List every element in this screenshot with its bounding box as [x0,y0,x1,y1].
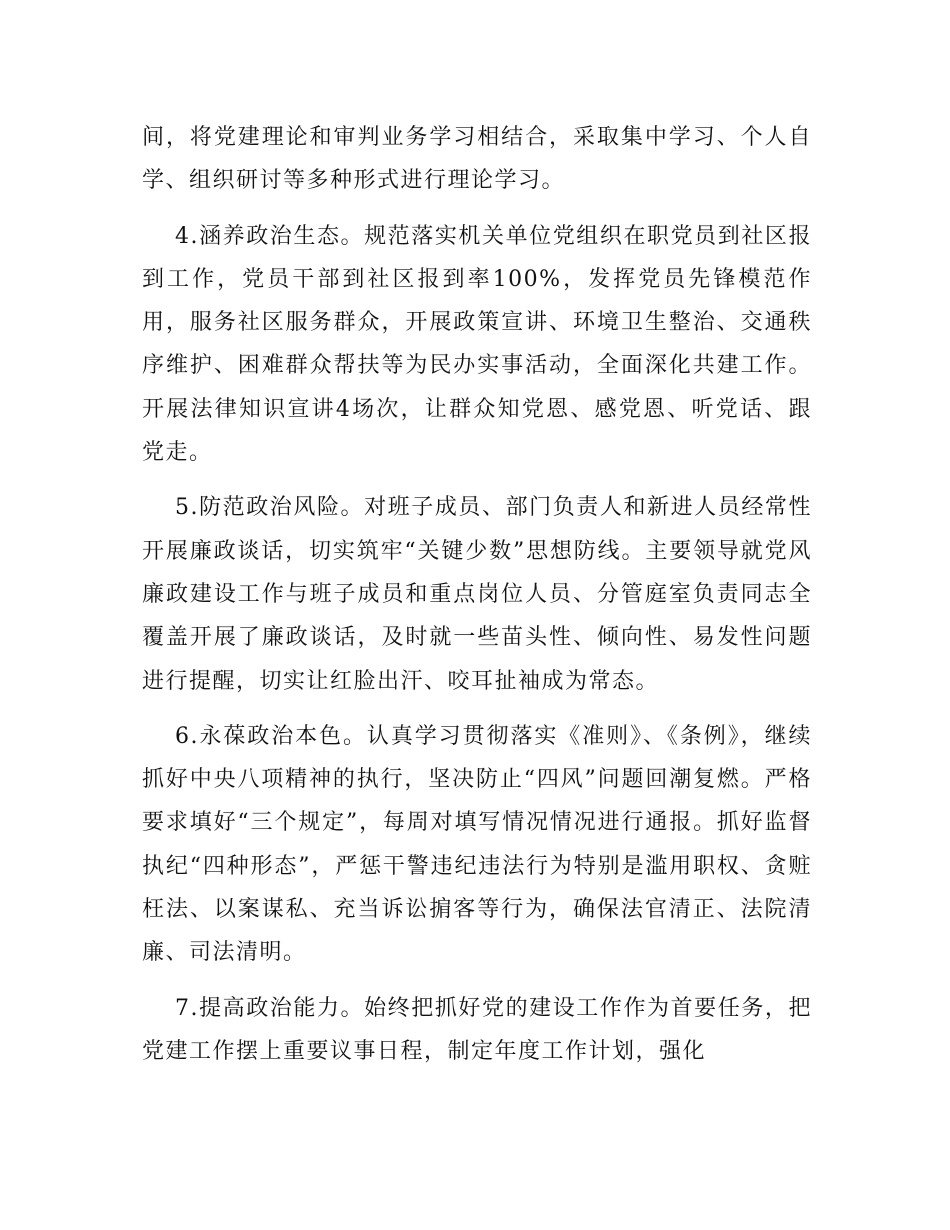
paragraph-continuation: 间，将党建理论和审判业务学习相结合，采取集中学习、个人自学、组织研讨等多种形式进行理论学习。 [142,125,812,194]
paragraph-item-7: 7.提高政治能力。始终把抓好党的建设工作作为首要任务，把党建工作摆上重要议事日程，制定年度工作计划，强化 [142,995,812,1064]
document-body [142,116,812,1085]
paragraph-item-4: 4.涵养政治生态。规范落实机关单位党组织在职党员到社区报到工作，党员干部到社区报到率100%，发挥党员先锋模范作用，服务社区服务群众，开展政策宣讲、环境卫生整治、交通秩序维护、困难群众帮扶等为民办实事活动，全面深化共建工作。开展法律知识宣讲4场次，让群众知党恩、感党恩、听党话、跟党走。 [142,223,812,466]
paragraph-item-5: 5.防范政治风险。对班子成员、部门负责人和新进人员经常性开展廉政谈话，切实筑牢“关键少数”思想防线。主要领导就党风廉政建设工作与班子成员和重点岗位人员、分管庭室负责同志全覆盖开展了廉政谈话，及时就一些苗头性、倾向性、易发性问题进行提醒，切实让红脸出汗、咬耳扯袖成为常态。 [142,495,812,694]
paragraph-item-6: 6.永葆政治本色。认真学习贯彻落实《准则》、《条例》，继续抓好中央八项精神的执行，坚决防止“四风”问题回潮复燃。严格要求填好“三个规定”，每周对填写情况情况进行通报。抓好监督执纪“四种形态”，严惩干警违纪违法行为特别是滥用职权、贪赃枉法、以案谋私、充当诉讼掮客等行为，确保法官清正、法院清廉、司法清明。 [142,723,812,966]
